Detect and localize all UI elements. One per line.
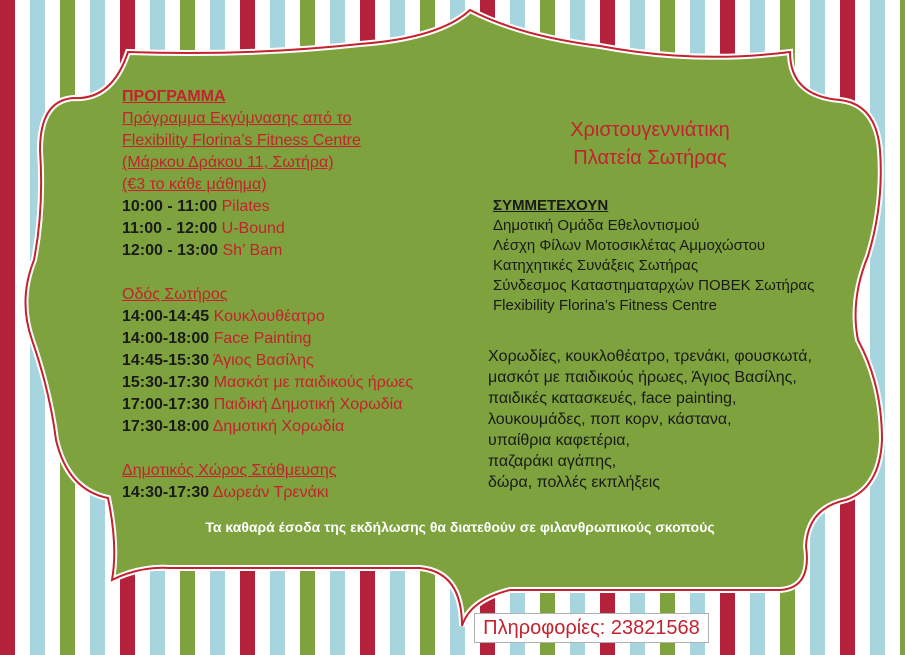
participant-item: Flexibility Florina’s Fitness Centre <box>493 297 717 314</box>
program-intro-line: (€3 το κάθε μάθημα) <box>122 176 267 193</box>
participant-item: Κατηχητικές Συνάξεις Σωτήρας <box>493 257 699 274</box>
schedule-label: Παιδική Δημοτική Χορωδία <box>209 396 403 413</box>
schedule-label: U-Bound <box>217 220 285 237</box>
participant-item: Δημοτική Ομάδα Εθελοντισμού <box>493 217 700 234</box>
schedule-time: 12:00 - 13:00 <box>122 242 219 259</box>
schedule-item <box>122 328 482 350</box>
schedule-item <box>122 416 482 438</box>
schedule-time: 14:00-14:45 <box>122 308 210 325</box>
charity-note: Τα καθαρά έσοδα της εκδήλωσης θα διατεθούν σε φιλανθρωπικούς σκοπούς <box>205 519 715 535</box>
schedule-label: Face Painting <box>209 330 312 347</box>
schedule-label: Μασκότ με παιδικούς ήρωες <box>209 374 414 391</box>
activity-line: δώρα, πολλές εκπλήξεις <box>488 474 660 491</box>
info-box: Πληροφορίες: 23821568 <box>474 613 709 643</box>
schedule-item <box>122 394 482 416</box>
schedule-label: Δωρεάν Τρενάκι <box>209 484 329 501</box>
activity-line: λουκουμάδες, ποπ κορν, κάστανα, <box>488 411 732 428</box>
schedule-label: Άγιος Βασίλης <box>209 352 314 369</box>
schedule-item <box>122 372 482 394</box>
program-intro-line: Πρόγραμμα Εκγύμνασης από το <box>122 110 352 127</box>
activity-line: υπαίθρια καφετέρια, <box>488 432 630 449</box>
schedule-time: 14:00-18:00 <box>122 330 210 347</box>
program-heading: ΠΡΟΓΡΑΜΜΑ <box>122 88 226 105</box>
street-heading: Οδός Σωτήρος <box>122 286 228 303</box>
schedule-label: Κουκλουθέατρο <box>209 308 325 325</box>
activity-line: μασκότ με παιδικούς ήρωες, Άγιος Βασίλης, <box>488 369 797 386</box>
spacer <box>122 438 482 460</box>
activity-line: Χορωδίες, κουκλοθέατρο, τρενάκι, φουσκωτά, <box>488 348 812 365</box>
schedule-item <box>122 240 482 262</box>
schedule-time: 17:30-18:00 <box>122 418 210 435</box>
schedule-time: 14:45-15:30 <box>122 352 210 369</box>
schedule-time: 11:00 - 12:00 <box>122 220 218 237</box>
schedule-item <box>122 350 482 372</box>
schedule-item <box>122 306 482 328</box>
activity-line: παιδικές κατασκευές, face painting, <box>488 390 737 407</box>
event-title <box>520 116 780 172</box>
schedule-time: 10:00 - 11:00 <box>122 198 218 215</box>
program-intro-line: (Μάρκου Δράκου 11, Σωτήρα) <box>122 154 334 171</box>
parking-heading: Δημοτικός Χώρος Στάθμευσης <box>122 462 337 479</box>
schedule-label: Sh’ Bam <box>218 242 283 259</box>
schedule-time: 14:30-17:30 <box>122 484 210 501</box>
schedule-item <box>122 218 482 240</box>
participants-heading: ΣΥΜΜΕΤΕΧΟΥΝ <box>493 197 609 214</box>
schedule-item <box>122 482 482 504</box>
schedule-time: 17:00-17:30 <box>122 396 210 413</box>
activity-line: παζαράκι αγάπης, <box>488 453 617 470</box>
participant-item: Σύνδεσμος Καταστηματαρχών ΠΟΒΕΚ Σωτήρας <box>493 277 815 294</box>
participant-item: Λέσχη Φίλων Μοτοσικλέτας Αμμοχώστου <box>493 237 766 254</box>
spacer <box>122 262 482 284</box>
program-section <box>122 86 482 504</box>
activities-section <box>488 346 888 493</box>
event-title-line: Χριστουγεννιάτικη <box>570 119 730 141</box>
schedule-item <box>122 196 482 218</box>
schedule-time: 15:30-17:30 <box>122 374 210 391</box>
schedule-label: Pilates <box>217 198 270 215</box>
program-intro-line: Flexibility Florina’s Fitness Centre <box>122 132 361 149</box>
event-title-line: Πλατεία Σωτήρας <box>573 147 727 169</box>
schedule-label: Δημοτική Χορωδία <box>209 418 345 435</box>
participants-section <box>493 196 893 316</box>
